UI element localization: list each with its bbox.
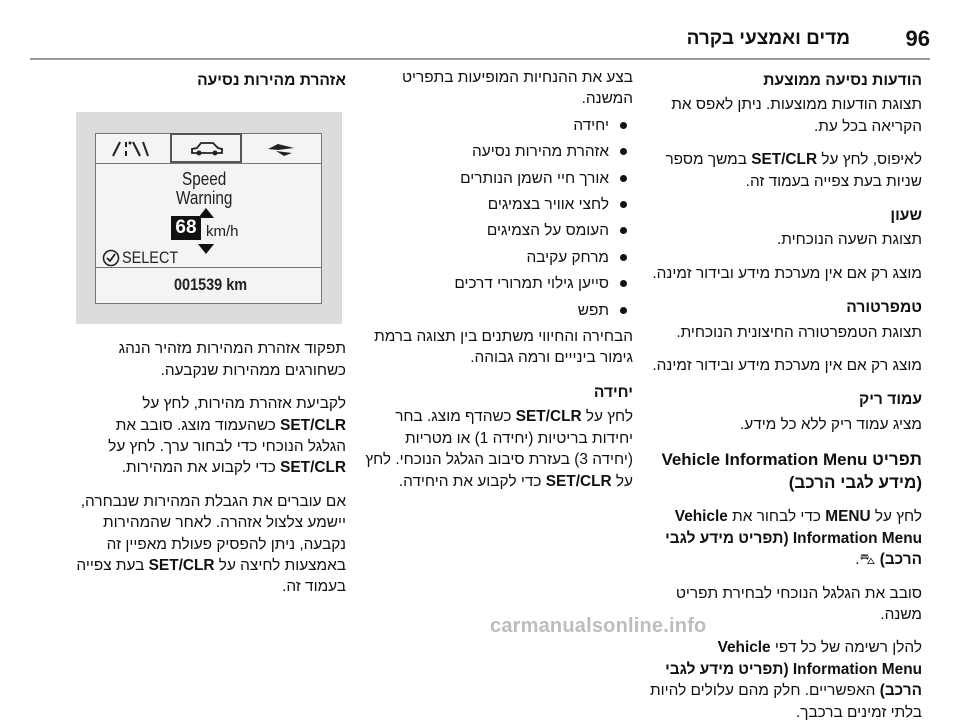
clock-note: מוצג רק אם אין מערכת מידע ובידור זמינה. (652, 264, 922, 282)
temperature-text: תצוגת הטמפרטורה החיצונית הנוכחית. (676, 323, 922, 341)
avg-trip-reset-text (650, 149, 922, 192)
speed-warning-p3 (74, 491, 346, 598)
text-run: האפשריים. חלק מהם עלולים להיות בלתי זמינים ברכבך. (650, 682, 922, 721)
unit-text (361, 406, 633, 492)
text-run: לקביעת אזהרת מהירות, לחץ על (142, 395, 346, 413)
text-run: כדי לקבוע את המהירות. (121, 459, 281, 477)
text-run: להלן רשימה של כל דפי (770, 639, 922, 657)
text-run: לחץ על (870, 508, 922, 526)
vehicle-info-menu-heading: תפריט Vehicle Information Menu (מידע לגבי הרכב) (661, 450, 922, 493)
list-item: העומס על הצמיגים (361, 220, 633, 241)
list-item: לחצי אוויר בצמיגים (361, 194, 633, 215)
temperature-note: מוצג רק אם אין מערכת מידע ובידור זמינה. (652, 357, 922, 375)
text-run: במשך מספר שניות בעת צפייה בעמוד זה. (665, 151, 922, 190)
speed-warning-p1: תפקוד אזהרת המהירות מזהיר הנהג כשחורגים ממהירות שנקבעה. (118, 340, 346, 379)
speed-warning-p2 (74, 393, 346, 479)
speed-warning-heading: אזהרת מהירות נסיעה (197, 72, 346, 89)
text-run: אם עוברים את הגבלת המהירות שנבחרה, יישמע צלצול אזהרה. לאחר שהמהירות נקבעה, ניתן להפסיק פעולת מאפיין זה באמצעות לחיצה על (80, 492, 346, 575)
text-run: לאיפוס, לחץ על (817, 151, 922, 169)
text-run: ⛍. (855, 551, 880, 569)
avg-trip-text: תצוגת הודעות ממוצעות. ניתן לאפס את הקריאה בכל עת. (671, 96, 922, 135)
list-item: סייען גילוי תמרורי דרכים (361, 273, 633, 294)
page-number: 96 (905, 26, 930, 51)
text-run: כשהדף מוצג. בחר יחידות בריטיות (יחידה 1) או מטריות (יחידה 3) בעזרת סיבוב הגלגל הנוכחי. לחץ על (365, 408, 633, 490)
bold-term: Vehicle Information Menu (תפריט מידע לגבי הרכב) (665, 508, 922, 569)
text-run: בעת צפייה בעמוד זה. (76, 557, 346, 596)
text-run: כדי לקבוע את היחידה. (398, 472, 546, 490)
bold-term: Vehicle Information Menu (תפריט מידע לגבי הרכב) (665, 639, 922, 700)
trim-level-note: הבחירה והחיווי משתנים בין תצוגה ברמת גימור בינייים ורמה גבוהה. (374, 328, 633, 367)
display-select-label: SELECT (122, 248, 179, 268)
list-item: יחידה (361, 115, 633, 136)
vehicle-info-menu-p3 (650, 637, 922, 723)
bold-term: SET/CLR (515, 408, 582, 426)
audio-waves-icon (264, 140, 300, 158)
page-header (30, 22, 930, 56)
list-item: אזהרת מהירות נסיעה (361, 141, 633, 162)
display-speed-value: 68 (171, 216, 201, 240)
section-title: מדים ואמצעי בקרה (686, 28, 850, 49)
car-icon-selected-box (170, 133, 242, 163)
vehicle-info-menu-p1 (650, 506, 922, 570)
display-icon-row (96, 134, 321, 164)
display-speed-unit: km/h (206, 223, 239, 241)
submenu-list (361, 115, 633, 321)
car-icon (189, 140, 225, 158)
vehicle-info-menu-p2: סובב את הגלגל הנוכחי לבחירת תפריט משנה. (675, 584, 922, 623)
bold-term: SET/CLR (751, 151, 818, 169)
text-run: כדי לבחור את (727, 508, 826, 526)
header-rule (30, 58, 930, 60)
bold-term: SET/CLR (545, 472, 612, 490)
bold-term: SET/CLR (280, 416, 346, 434)
watermark: carmanualsonline.info (490, 615, 707, 637)
clock-heading: שעון (890, 207, 922, 225)
list-item: אורך חיי השמן הנותרים (361, 168, 633, 189)
clock-text: תצוגת השעה הנוכחית. (777, 231, 922, 249)
blank-page-text: מציג עמוד ריק ללא כל מידע. (740, 415, 922, 433)
unit-heading: יחידה (593, 383, 633, 401)
submenu-intro: בצע את ההנחיות המופיעות בתפריט המשנה. (401, 69, 633, 108)
text-run: לחץ על (581, 408, 633, 426)
temperature-heading: טמפרטורה (846, 299, 922, 317)
check-circle-icon (102, 249, 120, 267)
bold-term: MENU (825, 508, 871, 526)
list-item: תפש (361, 300, 633, 321)
list-item: מרחק עקיבה (361, 247, 633, 268)
avg-trip-heading: הודעות נסיעה ממוצעת (763, 72, 922, 89)
trip-road-icon (110, 140, 150, 158)
left-column (74, 64, 346, 598)
display-screen (95, 133, 322, 304)
blank-page-heading: עמוד ריק (859, 391, 922, 409)
display-warning-label: Warning (176, 188, 233, 209)
middle-column (361, 64, 633, 492)
speed-warning-display-illustration (76, 112, 342, 324)
bold-term: SET/CLR (148, 557, 215, 575)
display-speed-label: Speed (182, 169, 227, 190)
display-odometer: 001539 km (174, 275, 248, 295)
arrow-down-icon (198, 244, 214, 254)
text-run: כשהעמוד מוצג. סובב את הגלגל הנוכחי כדי לבחור ערך. לחץ על (108, 416, 346, 456)
bold-term: SET/CLR (280, 459, 346, 477)
